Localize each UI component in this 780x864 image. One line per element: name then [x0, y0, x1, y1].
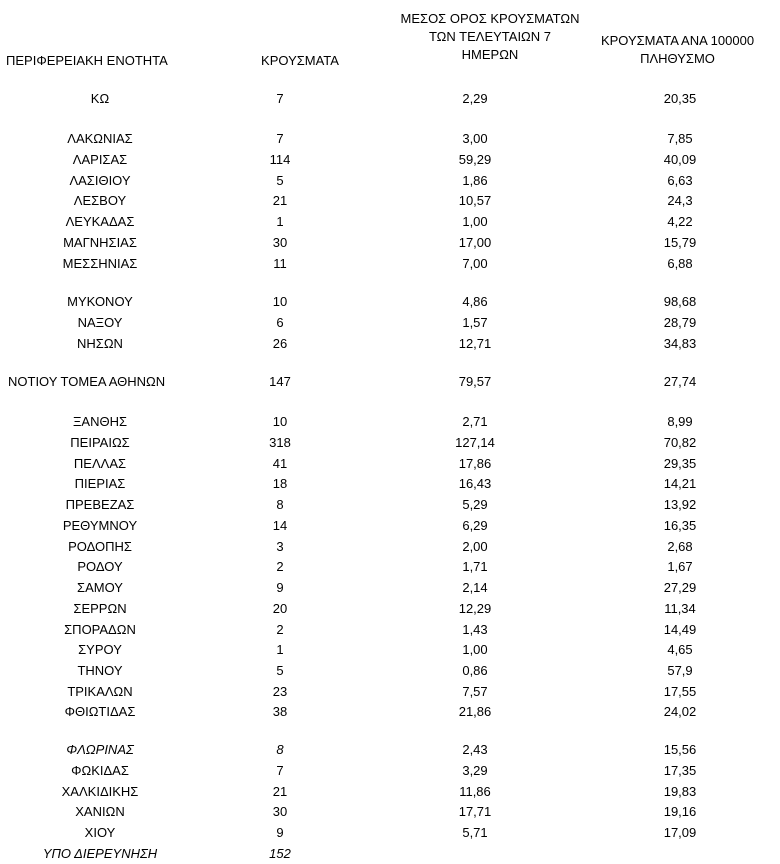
table-row [0, 254, 780, 274]
cases-cell: 14 [272, 518, 288, 533]
cases-cell: 7 [276, 763, 284, 778]
table-row [0, 537, 780, 557]
cases-cell: 11 [273, 256, 287, 271]
avg-cell: 7,57 [462, 684, 488, 699]
cases-cell: 30 [272, 804, 288, 819]
table-row [0, 495, 780, 515]
cases-cell: 6 [276, 315, 284, 330]
per100k-cell: 4,22 [667, 214, 693, 229]
region-cell: ΧΑΛΚΙΔΙΚΗΣ [61, 784, 139, 799]
region-cell: ΠΡΕΒΕΖΑΣ [65, 497, 135, 512]
region-cell: ΜΑΓΝΗΣΙΑΣ [63, 235, 137, 250]
avg-cell: 1,86 [462, 173, 488, 188]
cases-cell: 26 [272, 336, 288, 351]
table-row [0, 782, 780, 802]
cases-cell: 9 [276, 580, 284, 595]
region-cell: ΠΕΛΛΑΣ [73, 456, 127, 471]
region-cell: ΧΑΝΙΩΝ [75, 804, 125, 819]
cases-cell: 3 [276, 539, 284, 554]
per100k-cell: 16,35 [663, 518, 697, 533]
cases-cell: 5 [276, 173, 284, 188]
cases-cell: 2 [276, 559, 284, 574]
per100k-cell: 8,99 [667, 414, 693, 429]
cases-cell: 30 [272, 235, 288, 250]
avg-cell: 16,43 [458, 476, 492, 491]
cases-cell: 114 [269, 152, 291, 167]
cases-cell: 1 [276, 214, 284, 229]
cases-cell: 21 [272, 193, 288, 208]
table-row [0, 823, 780, 843]
header-per-100k [575, 32, 780, 68]
per100k-cell: 13,92 [663, 497, 697, 512]
table-row [0, 212, 780, 232]
table-row [0, 599, 780, 619]
per100k-cell: 7,85 [667, 131, 693, 146]
avg-cell: 3,29 [462, 763, 488, 778]
per100k-cell: 19,83 [663, 784, 697, 799]
avg-cell: 17,71 [458, 804, 492, 819]
avg-cell: 11,86 [459, 784, 491, 799]
table-row [0, 171, 780, 191]
region-cell: ΦΛΩΡΙΝΑΣ [66, 742, 134, 757]
per100k-cell: 15,56 [663, 742, 697, 757]
region-cell: ΣΥΡΟΥ [78, 642, 122, 657]
avg-cell: 0,86 [462, 663, 488, 678]
header-region: ΠΕΡΙΦΕΡΕΙΑΚΗ ΕΝΟΤΗΤΑ [6, 53, 168, 68]
avg-cell: 6,29 [462, 518, 488, 533]
region-cell: ΡΟΔΟΠΗΣ [68, 539, 132, 554]
table-row [0, 557, 780, 577]
avg-cell: 17,00 [458, 235, 492, 250]
region-cell: ΛΑΣΙΘΙΟΥ [69, 173, 131, 188]
per100k-cell: 57,9 [667, 663, 693, 678]
cases-cell: 2 [276, 622, 284, 637]
per100k-cell: 20,35 [663, 91, 697, 106]
cases-cell: 10 [272, 414, 288, 429]
avg-cell: 59,29 [458, 152, 492, 167]
per100k-cell: 24,02 [663, 704, 697, 719]
avg-cell: 2,71 [462, 414, 488, 429]
cases-cell: 8 [276, 742, 284, 757]
table-row [0, 761, 780, 781]
table-row [0, 150, 780, 170]
table-row [0, 682, 780, 702]
cases-cell: 7 [276, 131, 284, 146]
avg-cell: 17,86 [458, 456, 492, 471]
header-avg-line1: ΜΕΣΟΣ ΟΡΟΣ ΚΡΟΥΣΜΑΤΩΝ [400, 11, 580, 26]
region-cell: ΞΑΝΘΗΣ [72, 414, 128, 429]
table-row [0, 334, 780, 354]
region-cell: ΠΙΕΡΙΑΣ [74, 476, 126, 491]
table-row [0, 844, 780, 864]
avg-cell: 2,43 [462, 742, 488, 757]
table-row [0, 313, 780, 333]
cases-cell: 1 [276, 642, 284, 657]
region-cell: ΤΗΝΟΥ [77, 663, 123, 678]
header-per-line2: ΠΛΗΘΥΣΜΟ [640, 51, 715, 66]
cases-cell: 18 [272, 476, 288, 491]
avg-cell: 2,14 [462, 580, 488, 595]
avg-cell: 1,00 [462, 642, 488, 657]
region-cell: ΦΘΙΩΤΙΔΑΣ [64, 704, 136, 719]
per100k-cell: 17,35 [663, 763, 697, 778]
region-cell: ΛΕΥΚΑΔΑΣ [65, 214, 135, 229]
table-row [0, 578, 780, 598]
avg-cell: 5,71 [462, 825, 488, 840]
cases-cell: 38 [272, 704, 288, 719]
cases-cell: 152 [269, 846, 291, 861]
region-cell: ΡΟΔΟΥ [77, 559, 123, 574]
cases-cell: 7 [276, 91, 284, 106]
region-cell: ΧΙΟΥ [84, 825, 116, 840]
region-cell: ΝΑΞΟΥ [77, 315, 123, 330]
avg-cell: 12,29 [458, 601, 492, 616]
cases-cell: 318 [269, 435, 291, 450]
per100k-cell: 27,29 [663, 580, 697, 595]
avg-cell: 2,29 [462, 91, 488, 106]
avg-cell: 7,00 [462, 256, 488, 271]
per100k-cell: 17,55 [663, 684, 697, 699]
avg-cell: 5,29 [462, 497, 488, 512]
avg-cell: 21,86 [458, 704, 492, 719]
table-row [0, 702, 780, 722]
region-cell: ΜΕΣΣΗΝΙΑΣ [62, 256, 138, 271]
region-cell: ΛΕΣΒΟΥ [73, 193, 127, 208]
per100k-cell: 70,82 [663, 435, 697, 450]
region-cell: ΠΕΙΡΑΙΩΣ [70, 435, 130, 450]
cases-cell: 5 [276, 663, 284, 678]
cases-cell: 147 [269, 374, 291, 389]
avg-cell: 127,14 [455, 435, 495, 450]
per100k-cell: 4,65 [667, 642, 693, 657]
region-cell: ΜΥΚΟΝΟΥ [67, 294, 133, 309]
cases-cell: 20 [272, 601, 288, 616]
table-row [0, 516, 780, 536]
per100k-cell: 14,49 [663, 622, 697, 637]
per100k-cell: 14,21 [663, 476, 697, 491]
per100k-cell: 2,68 [667, 539, 693, 554]
region-cell: ΚΩ [90, 91, 110, 106]
avg-cell: 1,71 [462, 559, 488, 574]
region-cell: ΥΠΟ ΔΙΕΡΕΥΝΗΣΗ [42, 846, 158, 861]
region-cell: ΡΕΘΥΜΝΟΥ [62, 518, 138, 533]
table-row [0, 129, 780, 149]
per100k-cell: 6,88 [667, 256, 693, 271]
table-row [0, 433, 780, 453]
cases-cell: 9 [276, 825, 284, 840]
per100k-cell: 1,67 [667, 559, 693, 574]
avg-cell: 12,71 [458, 336, 492, 351]
region-cell: ΤΡΙΚΑΛΩΝ [67, 684, 133, 699]
avg-cell: 2,00 [462, 539, 488, 554]
table-row [0, 661, 780, 681]
per100k-cell: 24,3 [667, 193, 693, 208]
table-row [0, 474, 780, 494]
cases-cell: 21 [272, 784, 288, 799]
per100k-cell: 19,16 [663, 804, 697, 819]
per100k-cell: 15,79 [663, 235, 697, 250]
avg-cell: 79,57 [458, 374, 492, 389]
region-cell: ΝΟΤΙΟΥ ΤΟΜΕΑ ΑΘΗΝΩΝ [8, 374, 166, 389]
table-row [0, 454, 780, 474]
per100k-cell: 40,09 [663, 152, 697, 167]
region-cell: ΛΑΚΩΝΙΑΣ [67, 131, 133, 146]
avg-cell: 1,43 [462, 622, 488, 637]
header-avg-line3: ΗΜΕΡΩΝ [461, 47, 519, 62]
table-row [0, 292, 780, 312]
per100k-cell: 27,74 [663, 374, 697, 389]
region-cell: ΣΠΟΡΑΔΩΝ [64, 622, 136, 637]
per100k-cell: 98,68 [663, 294, 697, 309]
per100k-cell: 34,83 [663, 336, 697, 351]
table-row [0, 620, 780, 640]
avg-cell: 3,00 [462, 131, 488, 146]
avg-cell: 1,57 [462, 315, 488, 330]
table-row [0, 89, 780, 109]
region-cell: ΣΑΜΟΥ [77, 580, 123, 595]
cases-cell: 23 [272, 684, 288, 699]
region-cell: ΦΩΚΙΔΑΣ [71, 763, 129, 778]
avg-cell: 10,57 [458, 193, 492, 208]
table-row [0, 802, 780, 822]
region-cell: ΝΗΣΩΝ [77, 336, 123, 351]
per100k-cell: 29,35 [663, 456, 697, 471]
avg-cell: 4,86 [462, 294, 488, 309]
avg-cell: 1,00 [462, 214, 488, 229]
header-avg-line2: ΤΩΝ ΤΕΛΕΥΤΑΙΩΝ 7 [428, 29, 552, 44]
header-cases: ΚΡΟΥΣΜΑΤΑ [261, 53, 339, 68]
table-row [0, 412, 780, 432]
table-row [0, 740, 780, 760]
table-row [0, 640, 780, 660]
table-row [0, 191, 780, 211]
per100k-cell: 28,79 [663, 315, 697, 330]
region-cell: ΛΑΡΙΣΑΣ [72, 152, 128, 167]
table-row [0, 372, 780, 392]
per100k-cell: 17,09 [663, 825, 697, 840]
header-per-line1: ΚΡΟΥΣΜΑΤΑ ΑΝΑ 100000 [600, 33, 755, 48]
region-cell: ΣΕΡΡΩΝ [73, 601, 127, 616]
cases-cell: 41 [272, 456, 288, 471]
table-row [0, 233, 780, 253]
cases-cell: 10 [272, 294, 288, 309]
per100k-cell: 11,34 [664, 601, 696, 616]
per100k-cell: 6,63 [667, 173, 693, 188]
cases-cell: 8 [276, 497, 284, 512]
